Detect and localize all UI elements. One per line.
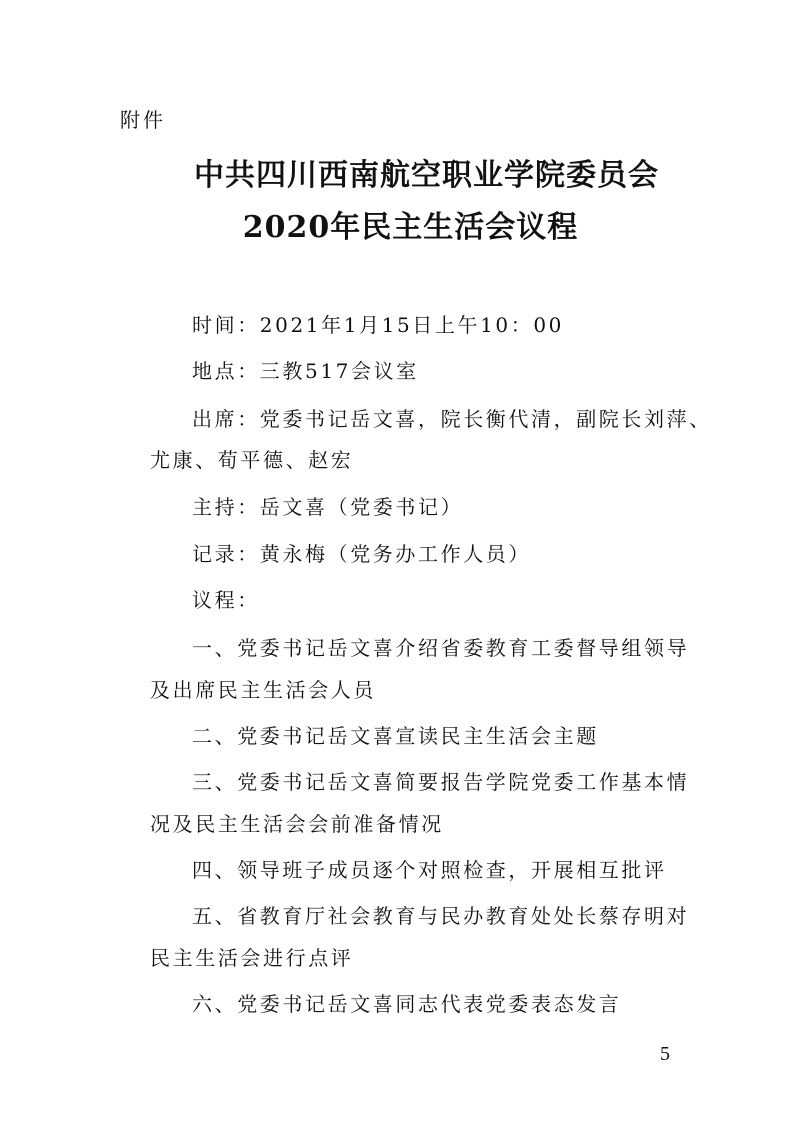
agenda-item-3-line2: 况及民主生活会会前准备情况 [150,812,444,836]
page-number: 5 [660,1043,670,1065]
agenda-item-6: 六、党委书记岳文喜同志代表党委表态发言 [192,992,622,1016]
agenda-item-3-line1: 三、党委书记岳文喜简要报告学院党委工作基本情 [192,770,690,794]
agenda-item-4: 四、领导班子成员逐个对照检查，开展相互批评 [192,858,667,882]
meeting-host: 主持：岳文喜（党委书记） [192,495,464,519]
attachment-label: 附件 [120,108,166,132]
agenda-item-5-line1: 五、省教育厅社会教育与民办教育处处长蔡存明对 [192,904,690,928]
document-title-line2: 2020年民主生活会议程 [242,210,579,245]
agenda-item-5-line2: 民主生活会进行点评 [150,946,354,970]
meeting-attendees-line2: 尤康、荀平德、赵宏 [150,448,354,472]
meeting-attendees-line1: 出席：党委书记岳文喜，院长衡代清，副院长刘萍、 [192,407,712,431]
agenda-item-1-line1: 一、党委书记岳文喜介绍省委教育工委督导组领导 [192,636,690,660]
meeting-time: 时间：2021年1月15日上午10：00 [192,313,564,337]
agenda-label: 议程： [192,588,260,612]
agenda-item-1-line2: 及出席民主生活会人员 [150,678,376,702]
agenda-item-2: 二、党委书记岳文喜宣读民主生活会主题 [192,724,599,748]
document-title-line1: 中共四川西南航空职业学院委员会 [194,158,659,193]
meeting-place: 地点：三教517会议室 [192,359,419,383]
meeting-recorder: 记录：黄永梅（党务办工作人员） [192,542,531,566]
